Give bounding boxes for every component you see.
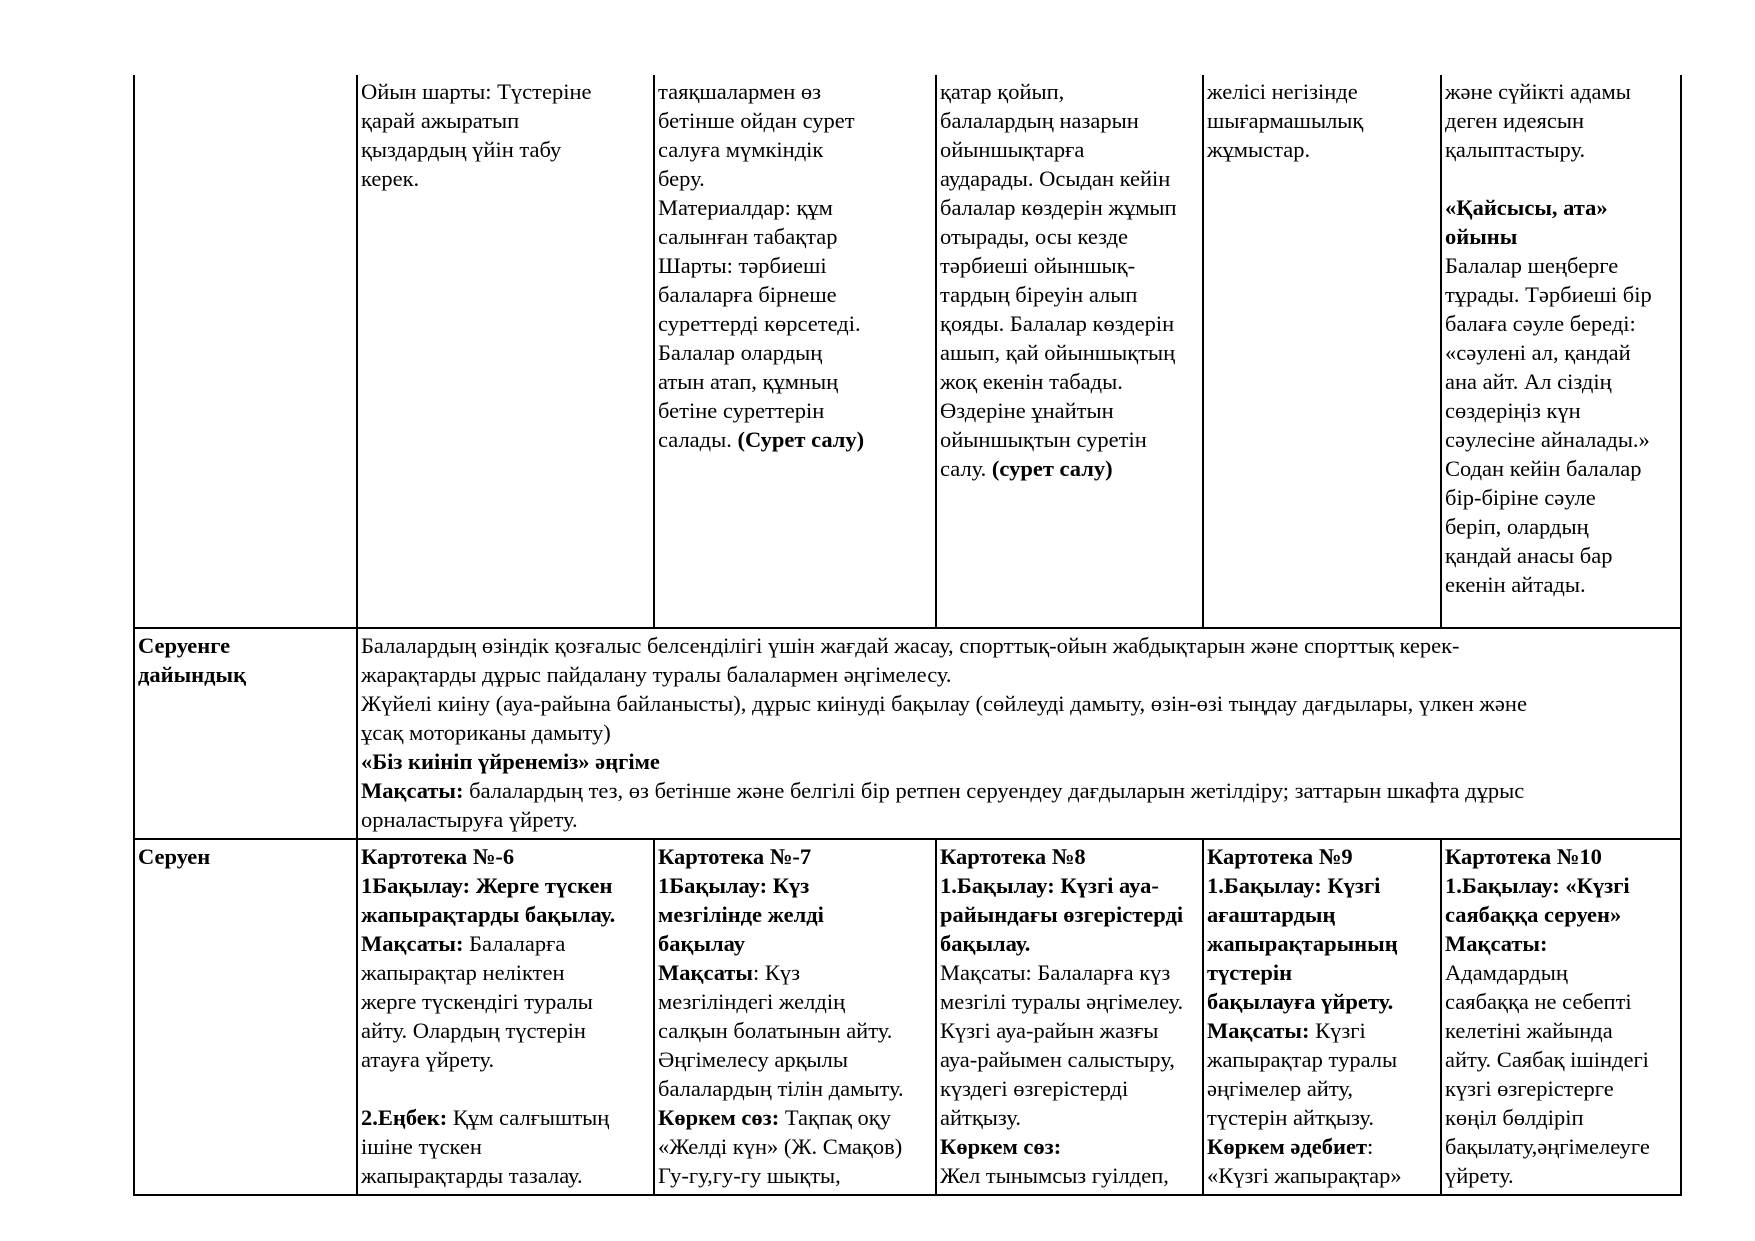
- plain-text: Жүйелі киіну (ауа-райына байланысты), дұрыс киінуді бақылау (сөйлеуді дамыту, өзін-өзі тыңдау дағдылары, үлкен және: [361, 691, 1527, 716]
- blank-line: [1445, 164, 1678, 193]
- text-line: [1445, 396, 1678, 425]
- plain-text: Тақпақ оқу: [779, 1105, 891, 1130]
- plain-text: бетіне суреттерін: [658, 398, 825, 423]
- plain-text: қарай ажыратып: [361, 108, 520, 133]
- plain-text: жарақтарды дұрыс пайдалану туралы балалармен әңгімелесу.: [361, 662, 952, 687]
- text-line: [361, 1045, 651, 1074]
- plain-text: Балаларға: [463, 931, 566, 956]
- plain-text: үйрету.: [1445, 1163, 1514, 1188]
- text-line: [940, 1045, 1200, 1074]
- text-line: [1445, 106, 1678, 135]
- text-line: [361, 689, 1678, 718]
- text-line: [658, 987, 933, 1016]
- text-line: [940, 1103, 1200, 1132]
- content-cell: [1441, 839, 1681, 1195]
- row-label-cell: [134, 839, 357, 1195]
- bold-text: дайындық: [138, 662, 247, 687]
- plain-text: Құм салғыштың: [447, 1105, 610, 1130]
- text-line: [658, 1016, 933, 1045]
- text-line: [658, 77, 933, 106]
- text-line: [1445, 77, 1678, 106]
- bold-text: 1.Бақылау: Күзгі: [1207, 873, 1381, 898]
- bold-text: бақылау.: [940, 931, 1031, 956]
- plain-text: келетіні жайында: [1445, 1018, 1613, 1043]
- text-line: [940, 193, 1200, 222]
- text-line: [658, 106, 933, 135]
- text-line: [1445, 570, 1678, 599]
- text-line: [940, 454, 1200, 483]
- plain-text: атауға үйрету.: [361, 1047, 495, 1072]
- bold-text: 1Бақылау: Күз: [658, 873, 810, 898]
- text-line: [940, 106, 1200, 135]
- text-line: [1445, 193, 1678, 222]
- plain-text: мезгілі туралы әңгімелеу.: [940, 989, 1184, 1014]
- text-line: [361, 164, 651, 193]
- text-line: [1445, 280, 1678, 309]
- plain-text: қандай анасы бар: [1445, 543, 1613, 568]
- bold-text: саябаққа серуен»: [1445, 902, 1622, 927]
- text-line: [1207, 1074, 1438, 1103]
- plain-text: ойыншықтарға: [940, 137, 1085, 162]
- content-cell: [1203, 839, 1441, 1195]
- text-line: [940, 77, 1200, 106]
- text-line: [1445, 1045, 1678, 1074]
- text-line: [658, 367, 933, 396]
- row-label-cell: [134, 628, 357, 839]
- text-line: [940, 871, 1200, 900]
- bold-text: мезгілінде желді: [658, 902, 824, 927]
- text-line: [658, 958, 933, 987]
- text-line: [658, 425, 933, 454]
- text-line: [940, 900, 1200, 929]
- text-line: [1207, 135, 1438, 164]
- plain-text: Өздеріне ұнайтын: [940, 398, 1114, 423]
- text-line: [1445, 338, 1678, 367]
- text-line: [1207, 958, 1438, 987]
- text-line: [658, 1132, 933, 1161]
- plain-text: айту. Олардың түстерін: [361, 1018, 586, 1043]
- text-line: [940, 1132, 1200, 1161]
- text-line: [658, 396, 933, 425]
- text-line: [940, 280, 1200, 309]
- bold-text: түстерін: [1207, 960, 1293, 985]
- plain-text: салынған табақтар: [658, 224, 838, 249]
- bold-text: Серуен: [138, 844, 211, 869]
- plain-text: түстерін айтқызу.: [1207, 1105, 1375, 1130]
- text-line: [361, 958, 651, 987]
- bold-text: бақылауға үйрету.: [1207, 989, 1394, 1014]
- text-line: [1445, 1016, 1678, 1045]
- text-line: [940, 987, 1200, 1016]
- text-line: [940, 1016, 1200, 1045]
- plain-text: тардың біреуін алып: [940, 282, 1138, 307]
- text-line: [1445, 900, 1678, 929]
- plain-text: ішіне түскен: [361, 1134, 482, 1159]
- plain-text: аударады. Осыдан кейін: [940, 166, 1171, 191]
- plain-text: салу.: [940, 456, 992, 481]
- plain-text: көңіл бөлдіріп: [1445, 1105, 1584, 1130]
- plain-text: керек.: [361, 166, 420, 191]
- text-line: [1445, 367, 1678, 396]
- content-cell: [357, 839, 654, 1195]
- plain-text: және сүйікті адамы: [1445, 79, 1631, 104]
- text-line: [658, 842, 933, 871]
- plain-text: жұмыстар.: [1207, 137, 1311, 162]
- bold-text: Мақсаты:: [361, 778, 464, 803]
- bold-text: Мақсаты:: [1207, 1018, 1310, 1043]
- text-line: [1207, 1103, 1438, 1132]
- text-line: [1207, 106, 1438, 135]
- text-line: [940, 251, 1200, 280]
- text-line: [658, 338, 933, 367]
- bold-text: жапырақтарының: [1207, 931, 1398, 956]
- text-line: [658, 251, 933, 280]
- bold-text: Картотека №10: [1445, 844, 1602, 869]
- text-line: [1445, 958, 1678, 987]
- bold-text: райындағы өзгерістерді: [940, 902, 1184, 927]
- text-line: [1207, 77, 1438, 106]
- plain-text: ана айт. Ал сіздің: [1445, 369, 1612, 394]
- text-line: [1445, 483, 1678, 512]
- plain-text: «Күзгі жапырақтар»: [1207, 1163, 1402, 1188]
- plain-text: «Желді күн» (Ж. Смақов): [658, 1134, 903, 1159]
- text-line: [1207, 871, 1438, 900]
- text-line: [361, 660, 1678, 689]
- content-cell: [357, 75, 654, 628]
- text-line: [1445, 512, 1678, 541]
- plain-text: деген идеясын: [1445, 108, 1584, 133]
- plain-text: салуға мүмкіндік: [658, 137, 824, 162]
- text-line: [361, 1103, 651, 1132]
- plain-text: орналастыруға үйрету.: [361, 807, 578, 832]
- text-line: [1445, 1132, 1678, 1161]
- plain-text: Күзгі ауа-райын жазғы: [940, 1018, 1159, 1043]
- text-line: [1207, 1132, 1438, 1161]
- plain-text: тәрбиеші ойыншық-: [940, 253, 1136, 278]
- text-line: [1207, 929, 1438, 958]
- plain-text: Содан кейін балалар: [1445, 456, 1642, 481]
- plain-text: бір-біріне сәуле: [1445, 485, 1596, 510]
- plain-text: Мақсаты: Балаларға күз: [940, 960, 1171, 985]
- text-line: [658, 871, 933, 900]
- plain-text: Ойын шарты: Түстеріне: [361, 79, 592, 104]
- text-line: [1445, 251, 1678, 280]
- content-cell: [1203, 75, 1441, 628]
- text-line: [1445, 222, 1678, 251]
- text-line: [940, 367, 1200, 396]
- plain-text: айту. Саябақ ішіндегі: [1445, 1047, 1649, 1072]
- text-line: [1445, 987, 1678, 1016]
- plain-text: жерге түскендігі туралы: [361, 989, 593, 1014]
- plain-text: шығармашылық: [1207, 108, 1364, 133]
- text-line: [1207, 1016, 1438, 1045]
- text-line: [1445, 135, 1678, 164]
- plain-text: балалардың назарын: [940, 108, 1139, 133]
- text-line: [1207, 842, 1438, 871]
- bold-text: бақылау: [658, 931, 746, 956]
- text-line: [658, 900, 933, 929]
- bold-text: (сурет салу): [991, 456, 1113, 481]
- text-line: [1445, 1161, 1678, 1190]
- bold-text: Көркем әдебиет: [1207, 1134, 1368, 1159]
- plain-text: жапырақтарды тазалау.: [361, 1163, 583, 1188]
- text-line: [361, 871, 651, 900]
- text-line: [361, 776, 1678, 805]
- text-line: [940, 425, 1200, 454]
- plain-text: беру.: [658, 166, 705, 191]
- text-line: [1207, 900, 1438, 929]
- plain-text: беріп, олардың: [1445, 514, 1589, 539]
- plain-text: балалардың тілін дамыту.: [658, 1076, 904, 1101]
- plain-text: мезгіліндегі желдің: [658, 989, 846, 1014]
- text-line: [1445, 425, 1678, 454]
- text-line: [940, 1074, 1200, 1103]
- text-line: [1445, 541, 1678, 570]
- plain-text: жоқ екенін табады.: [940, 369, 1123, 394]
- text-line: [940, 929, 1200, 958]
- text-line: [658, 1045, 933, 1074]
- plain-text: күздегі өзгерістерді: [940, 1076, 1129, 1101]
- plain-text: Күзгі: [1309, 1018, 1366, 1043]
- text-line: [940, 338, 1200, 367]
- plain-text: Гу-гу,гу-гу шықты,: [658, 1163, 841, 1188]
- content-cell: [1441, 75, 1681, 628]
- text-line: [658, 1074, 933, 1103]
- bold-text: 1.Бақылау: Күзгі ауа-: [940, 873, 1159, 898]
- plain-text: әңгімелер айту,: [1207, 1076, 1354, 1101]
- text-line: [361, 1132, 651, 1161]
- text-line: [940, 164, 1200, 193]
- bold-text: 1Бақылау: Жерге түскен: [361, 873, 613, 898]
- text-line: [658, 135, 933, 164]
- plain-text: қыздардың үйін табу: [361, 137, 562, 162]
- text-line: [940, 309, 1200, 338]
- text-line: [940, 135, 1200, 164]
- plain-text: Әңгімелесу арқылы: [658, 1047, 848, 1072]
- plain-text: Шарты: тәрбиеші: [658, 253, 827, 278]
- bold-text: Серуенге: [138, 633, 231, 658]
- plain-text: балаларға бірнеше: [658, 282, 837, 307]
- content-cell: [654, 75, 936, 628]
- bold-text: Картотека №8: [940, 844, 1086, 869]
- text-line: [361, 106, 651, 135]
- text-line: [940, 222, 1200, 251]
- text-line: [658, 222, 933, 251]
- plain-text: балаға сәуле береді:: [1445, 311, 1636, 336]
- plain-text: тұрады. Тәрбиеші бір: [1445, 282, 1652, 307]
- plain-text: ұсақ моториканы дамыту): [361, 720, 611, 745]
- text-line: [1207, 987, 1438, 1016]
- plain-text: суреттерді көрсетеді.: [658, 311, 861, 336]
- text-line: [361, 929, 651, 958]
- plain-text: Балалар шеңберге: [1445, 253, 1619, 278]
- plain-text: қояды. Балалар көздерін: [940, 311, 1175, 336]
- text-line: [361, 631, 1678, 660]
- text-line: [658, 309, 933, 338]
- plain-text: атын атап, құмның: [658, 369, 839, 394]
- bold-text: Картотека №-7: [658, 844, 812, 869]
- plain-text: :: [1367, 1134, 1374, 1159]
- text-line: [658, 1103, 933, 1132]
- plain-text: салқын болатынын айту.: [658, 1018, 893, 1043]
- text-line: [1445, 929, 1678, 958]
- text-line: [1445, 1074, 1678, 1103]
- plain-text: екенін айтады.: [1445, 572, 1586, 597]
- text-line: [361, 1016, 651, 1045]
- plain-text: балалар көздерін жұмып: [940, 195, 1177, 220]
- text-line: [1207, 1161, 1438, 1190]
- plain-text: желісі негізінде: [1207, 79, 1358, 104]
- plain-text: сөздеріңіз күн: [1445, 398, 1581, 423]
- text-line: [361, 77, 651, 106]
- plain-text: Балалар олардың: [658, 340, 823, 365]
- text-line: [1445, 309, 1678, 338]
- text-line: [658, 280, 933, 309]
- blank-line: [361, 1074, 651, 1103]
- text-line: [138, 842, 354, 871]
- bold-text: (Сурет салу): [737, 427, 865, 452]
- content-cell: [936, 75, 1203, 628]
- table-row: [134, 75, 1681, 628]
- text-line: [361, 718, 1678, 747]
- plain-text: : Күз: [753, 960, 801, 985]
- text-line: [1445, 454, 1678, 483]
- plain-text: ойыншықтын суретін: [940, 427, 1147, 452]
- plain-text: таяқшалармен өз: [658, 79, 822, 104]
- bold-text: Көркем сөз:: [658, 1105, 780, 1130]
- plain-text: «сәулені ал, қандай: [1445, 340, 1631, 365]
- text-line: [658, 193, 933, 222]
- plain-text: Адамдардың: [1445, 960, 1568, 985]
- plain-text: Материалдар: құм: [658, 195, 833, 220]
- bold-text: 2.Еңбек:: [361, 1105, 448, 1130]
- text-line: [1207, 1045, 1438, 1074]
- plain-text: бетінше ойдан сурет: [658, 108, 855, 133]
- bold-text: Мақсаты: [658, 960, 753, 985]
- plain-text: қатар қойып,: [940, 79, 1065, 104]
- text-line: [361, 987, 651, 1016]
- text-line: [658, 1161, 933, 1190]
- text-line: [658, 164, 933, 193]
- plain-text: балалардың тез, өз бетінше және белгілі бір ретпен серуендеу дағдыларын жетілдіру; заттарын шкафта дұрыс: [463, 778, 1525, 803]
- bold-text: 1.Бақылау: «Күзгі: [1445, 873, 1630, 898]
- plain-text: айтқызу.: [940, 1105, 1021, 1130]
- text-line: [1445, 871, 1678, 900]
- bold-text: Картотека №-6: [361, 844, 515, 869]
- text-line: [138, 631, 354, 660]
- text-line: [361, 805, 1678, 834]
- plain-text: күзгі өзгерістерге: [1445, 1076, 1614, 1101]
- bold-text: «Қайсысы, ата»: [1445, 195, 1608, 220]
- text-line: [1445, 1103, 1678, 1132]
- plain-text: Балалардың өзіндік қозғалыс белсенділігі үшін жағдай жасау, спорттық-ойын жабдықтарын және спорттық керек-: [361, 633, 1460, 658]
- bold-text: ағаштардың: [1207, 902, 1336, 927]
- plain-text: салады.: [658, 427, 738, 452]
- text-line: [940, 396, 1200, 425]
- text-line: [940, 1161, 1200, 1190]
- bold-text: Көркем сөз:: [940, 1134, 1062, 1159]
- bold-text: ойыны: [1445, 224, 1518, 249]
- text-line: [361, 135, 651, 164]
- text-line: [940, 958, 1200, 987]
- plain-text: жапырақтар туралы: [1207, 1047, 1398, 1072]
- bold-text: Мақсаты:: [361, 931, 464, 956]
- schedule-table: [133, 75, 1682, 1196]
- plain-text: қалыптастыру.: [1445, 137, 1586, 162]
- plain-text: сәулесіне айналады.»: [1445, 427, 1650, 452]
- plain-text: ауа-райымен салыстыру,: [940, 1047, 1175, 1072]
- row-label-cell: [134, 75, 357, 628]
- content-cell-wide: [357, 628, 1681, 839]
- plain-text: саябаққа не себепті: [1445, 989, 1632, 1014]
- bold-text: Картотека №9: [1207, 844, 1353, 869]
- plain-text: Жел тынымсыз гуілдеп,: [940, 1163, 1169, 1188]
- plain-text: отырады, осы кезде: [940, 224, 1129, 249]
- text-line: [1445, 842, 1678, 871]
- text-line: [361, 900, 651, 929]
- plain-text: бақылату,әңгімелеуге: [1445, 1134, 1650, 1159]
- plain-text: жапырақтар неліктен: [361, 960, 565, 985]
- bold-text: жапырақтарды бақылау.: [361, 902, 616, 927]
- content-cell: [936, 839, 1203, 1195]
- text-line: [361, 1161, 651, 1190]
- table-row: [134, 628, 1681, 839]
- text-line: [658, 929, 933, 958]
- text-line: [138, 660, 354, 689]
- text-line: [940, 842, 1200, 871]
- text-line: [361, 842, 651, 871]
- table-row: [134, 839, 1681, 1195]
- bold-text: Мақсаты:: [1445, 931, 1548, 956]
- content-cell: [654, 839, 936, 1195]
- text-line: [361, 747, 1678, 776]
- plain-text: ашып, қай ойыншықтың: [940, 340, 1176, 365]
- bold-text: «Біз киініп үйренеміз» әңгіме: [361, 749, 660, 774]
